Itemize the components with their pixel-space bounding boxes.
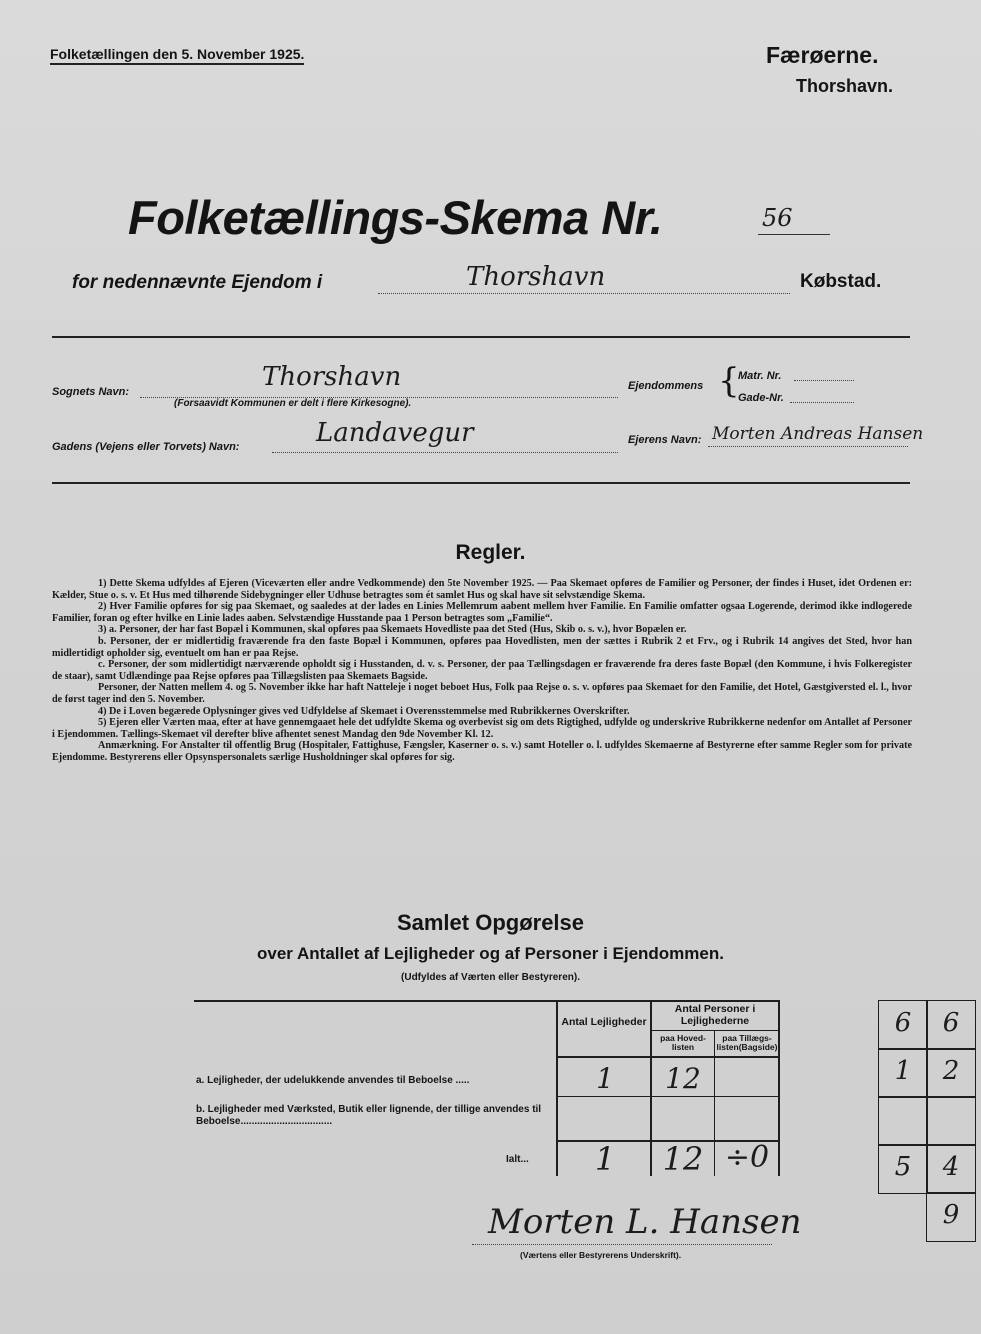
table-head-line: [556, 1056, 780, 1058]
rule-paragraph-3c: c. Personer, der som midlertidigt nærværende opholdt sig i Husstanden, d. v. s. Personer, der paa Tællingsdagen er fraværende fra deres faste Bopæl (den Kommune, i hvis Folkeregister de staar), samt Udlændinge paa Rejse opføres paa Tillægslisten paa Skemaets Bagside.: [52, 659, 912, 682]
col-lejligheder-header: Antal Lejligheder: [561, 1016, 647, 1028]
col-personer-header: Antal Personer i Lejlighederne: [674, 1003, 756, 1027]
table-vline-3: [714, 1030, 715, 1176]
row-a-lejligheder-value[interactable]: 1: [596, 1062, 614, 1095]
signature-dotted-line: [472, 1244, 772, 1245]
gade-nr-dotted-line[interactable]: [790, 402, 854, 403]
ejendom-brace: {: [718, 361, 740, 401]
col-tillaeg-header: paa Tillægs-listen(Bagside): [716, 1033, 778, 1052]
row-a-label: a. Lejligheder, der udelukkende anvendes til Beboelse .....: [196, 1075, 470, 1086]
gade-value-handwritten[interactable]: Landavegur: [316, 418, 474, 448]
kobstad-label: Købstad.: [800, 271, 882, 292]
row-total-label: Ialt...: [506, 1154, 529, 1165]
ejer-dotted-line: [708, 446, 908, 447]
rule-paragraph-5: 5) Ejeren eller Værten maa, efter at have gennemgaaet hele det udfyldte Skema og overbevist sig om dets Rigtighed, udfylde og underskrive Rubrikkerne nedenfor om Antallet af Personer i Ejendommen. Tællings-Skemaet vil derefter blive afhentet senest Mandag den 9de November Kl. 12.: [52, 717, 912, 740]
ejer-label: Ejerens Navn:: [628, 434, 702, 446]
table-vline-4: [778, 1000, 780, 1176]
ejer-value-handwritten[interactable]: Morten Andreas Hansen: [712, 424, 924, 444]
tally-value-r2c2[interactable]: 2: [942, 1056, 960, 1086]
sogn-note: (Forsaavidt Kommunen er delt i flere Kirkesogne).: [174, 398, 412, 409]
sogn-label: Sognets Navn:: [52, 386, 130, 398]
census-date-header: Folketællingen den 5. November 1925.: [50, 46, 304, 65]
summary-subtitle: over Antallet af Lejligheder og af Personer i Ejendommen.: [257, 944, 724, 963]
tally-value-r5c2[interactable]: 9: [942, 1200, 960, 1230]
property-value-handwritten[interactable]: Thorshavn: [466, 262, 606, 292]
table-top-line: [194, 1000, 780, 1002]
rule-paragraph-1: 1) Dette Skema udfyldes af Ejeren (Viceværten eller andre Vedkommende) den 5te November 1925. — Paa Skemaet opføres de Familier og Personer, der findes i Huset, idet Ordenen er: Kælder, Stue o. s. v. Et Hus med tilhørende Sidebygninger eller Udhuse betragtes som ét samlet Hus og skal have sit selvstændige Skema.: [52, 578, 912, 601]
tally-cell-r3c2: [926, 1096, 976, 1146]
rule-paragraph-4: 4) De i Loven begærede Oplysninger gives ved Udfyldelse af Skemaet i Overensstemmelse med Rubrikkernes Overskrifter.: [98, 705, 630, 717]
ejendom-label: Ejendommens: [628, 380, 704, 392]
gade-nr-label: Gade-Nr.: [738, 392, 784, 404]
form-number-line: [758, 234, 830, 235]
table-subhead-line: [650, 1030, 780, 1031]
rule-paragraph-2: 2) Hver Familie opføres for sig paa Skemaet, og saaledes at der lades en Linies Mellemrum aabent mellem hver Familie. En Familie omfatter ogsaa Logerende, derimod ikke indlogerede Familier, foran og efter hvilke en Linie lades aaben. Selvstændige Husstande paa 1 Person betragtes som „Familie“.: [52, 601, 912, 624]
divider-middle: [52, 482, 910, 484]
signature-handwritten[interactable]: Morten L. Hansen: [488, 1202, 802, 1242]
summary-note: (Udfyldes af Værten eller Bestyreren).: [401, 972, 580, 983]
matr-dotted-line[interactable]: [794, 380, 854, 381]
gade-dotted-line: [272, 452, 618, 453]
rule-paragraph-3b: b. Personer, der er midlertidig fraværende fra den faste Bopæl i Kommunen, opføres paa Hovedlisten, men der sættes i Rubrik 2 et Frv., og i Rubrik 14 angives det Sted, hvor han midlertidigt opholder sig, eventuelt om han er paa Rejse.: [52, 635, 912, 659]
rules-title: Regler.: [455, 541, 526, 564]
property-label: for nedennævnte Ejendom i: [72, 272, 323, 293]
sogn-value-handwritten[interactable]: Thorshavn: [262, 362, 402, 392]
tally-cell-r3c1: [878, 1096, 928, 1146]
rules-text: [52, 578, 912, 764]
town-header: Thorshavn.: [796, 76, 894, 96]
divider-top: [52, 336, 910, 338]
property-dotted-line: [378, 293, 790, 294]
tally-value-r1c2[interactable]: 6: [942, 1008, 960, 1038]
summary-title: Samlet Opgørelse: [396, 910, 585, 935]
signature-caption: (Værtens eller Bestyrerens Underskrift).: [520, 1250, 682, 1260]
total-hoved-value[interactable]: 12: [662, 1140, 704, 1178]
total-tillaeg-value[interactable]: ÷0: [724, 1140, 770, 1175]
tally-value-r4c2[interactable]: 4: [942, 1152, 960, 1182]
table-row-a-line: [556, 1096, 780, 1097]
form-title: Folketællings-Skema Nr.: [128, 191, 663, 244]
col-hoved-header: paa Hoved-listen: [660, 1033, 706, 1052]
rule-paragraph-3a: 3) a. Personer, der har fast Bopæl i Kommunen, skal opføres paa Skemaets Hovedliste paa det Sted (Hus, Skib o. s. v.), hvor Bopælen er.: [98, 624, 687, 636]
region-header: Færøerne.: [766, 42, 879, 68]
rule-paragraph-night: Personer, der Natten mellem 4. og 5. November ikke har haft Natteleje i noget beboet Hus, Folk paa Rejse o. s. v. opføres paa Skemaet for den Familie, det Hotel, Gæstgiversted el. l., hvor de først tager ind den 5. November.: [52, 682, 912, 705]
total-lejligheder-value[interactable]: 1: [594, 1140, 616, 1178]
tally-value-r2c1[interactable]: 1: [894, 1056, 912, 1086]
gade-label: Gadens (Vejens eller Torvets) Navn:: [52, 441, 240, 453]
row-b-label: b. Lejligheder med Værksted, Butik eller lignende, der tillige anvendes til Beboelse.................................: [196, 1104, 542, 1127]
tally-value-r1c1[interactable]: 6: [894, 1008, 912, 1038]
tally-value-r4c1[interactable]: 5: [894, 1152, 912, 1182]
rule-paragraph-note: Anmærkning. For Anstalter til offentlig Brug (Hospitaler, Fattighuse, Fængsler, Kaserner o. s. v.) samt Hoteller o. l. udfyldes Skemaerne af Bestyrerne efter samme Regler som for private Ejendomme. Bestyrerens eller Opsynspersonalets særlige Husholdninger skal opføres for sig.: [52, 740, 912, 763]
row-a-hoved-value[interactable]: 12: [665, 1062, 701, 1095]
matr-label: Matr. Nr.: [738, 370, 782, 382]
form-number-handwritten[interactable]: 56: [762, 204, 793, 232]
